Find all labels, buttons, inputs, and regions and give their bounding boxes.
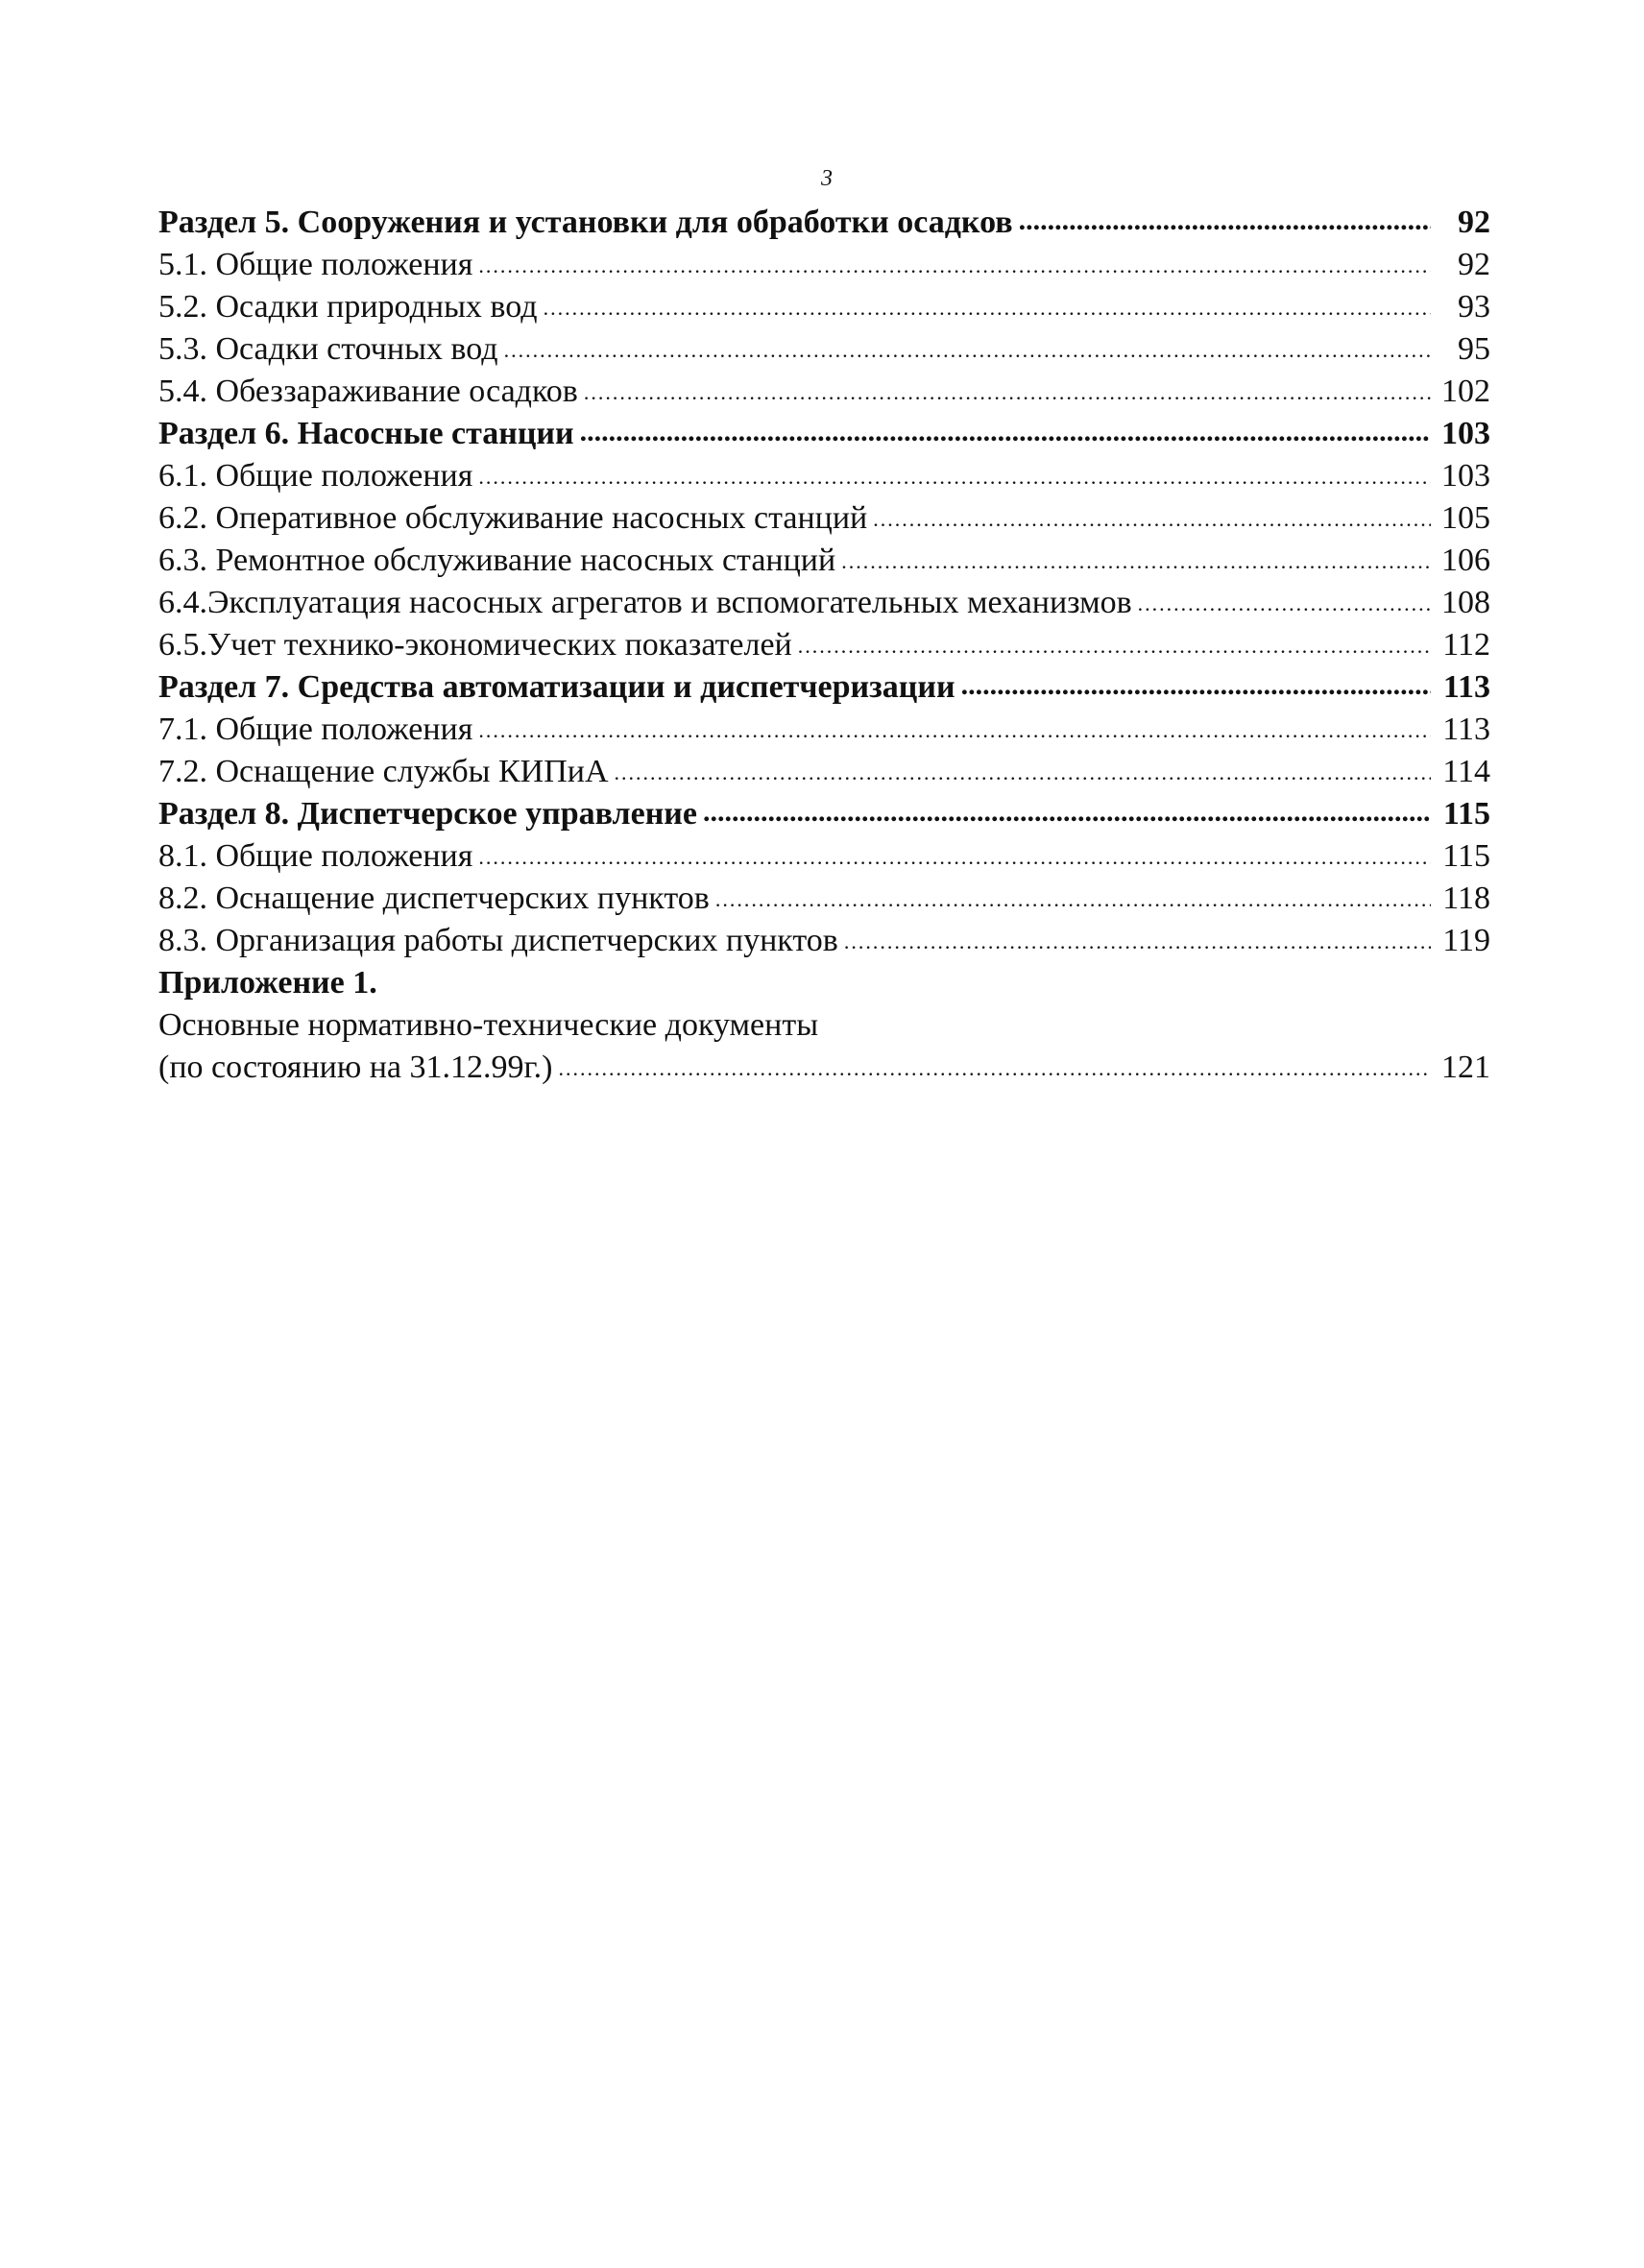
toc-section-entry[interactable]: [158, 666, 1490, 709]
toc-entry-title: Раздел 7. Средства автоматизации и диспетчеризации: [158, 669, 955, 705]
dot-leader: [478, 836, 1431, 879]
appendix-title-line: Основные нормативно-технические документы: [158, 1007, 819, 1043]
toc-entry-title: 6.5.Учет технико-экономических показателей: [158, 627, 792, 663]
toc-entry-title: Раздел 5. Сооружения и установки для обработки осадков: [158, 205, 1013, 240]
toc-entry-title: 8.2. Оснащение диспетчерских пунктов: [158, 881, 710, 916]
toc-entry-page-number: 115: [1442, 838, 1490, 874]
dot-leader: [798, 625, 1431, 667]
toc-entry-title: 5.2. Осадки природных вод: [158, 289, 538, 325]
dot-leader: [715, 879, 1431, 921]
toc-entry-page-number: 102: [1441, 374, 1490, 409]
toc-entry-title: 8.3. Организация работы диспетчерских пунктов: [158, 923, 838, 958]
toc-section-entry[interactable]: [158, 793, 1490, 835]
toc-entry-page-number: 115: [1442, 796, 1490, 832]
toc-subsection-entry[interactable]: [158, 920, 1490, 962]
dot-leader: [478, 245, 1431, 287]
toc-entry-title: Раздел 6. Насосные станции: [158, 416, 574, 451]
dot-leader: [580, 411, 1431, 453]
dot-leader: [1138, 583, 1431, 625]
toc-entry-page-number: 103: [1441, 458, 1490, 494]
toc-subsection-entry[interactable]: [158, 328, 1490, 371]
dot-leader: [873, 498, 1431, 541]
toc-subsection-entry[interactable]: [158, 709, 1490, 751]
toc-entry-title: 5.4. Обеззараживание осадков: [158, 374, 578, 409]
dot-leader: [615, 752, 1431, 794]
toc-entry-title: 6.1. Общие положения: [158, 458, 473, 494]
toc-entry-page-number: 105: [1441, 500, 1490, 536]
appendix-title-line: (по состоянию на 31.12.99г.): [158, 1050, 553, 1085]
dot-leader: [1019, 200, 1431, 242]
toc-section-entry[interactable]: [158, 202, 1490, 244]
toc-subsection-entry[interactable]: [158, 624, 1490, 666]
dot-leader: [584, 372, 1431, 414]
toc-subsection-entry[interactable]: [158, 878, 1490, 920]
toc-entry-title: 6.3. Ремонтное обслуживание насосных станций: [158, 543, 836, 578]
toc-entry-page-number: 92: [1458, 247, 1490, 282]
toc-entry-title: 6.2. Оперативное обслуживание насосных станций: [158, 500, 868, 536]
dot-leader: [558, 1048, 1431, 1090]
appendix-page-number: 121: [1441, 1050, 1490, 1085]
toc-subsection-entry[interactable]: [158, 497, 1490, 540]
dot-leader: [544, 287, 1431, 329]
toc-entry-title: 5.1. Общие положения: [158, 247, 473, 282]
toc-subsection-entry[interactable]: [158, 835, 1490, 878]
toc-entry-page-number: 112: [1442, 627, 1490, 663]
page-number: 3: [821, 166, 833, 191]
toc-subsection-entry[interactable]: [158, 455, 1490, 497]
appendix-entry[interactable]: [158, 1047, 1490, 1089]
table-of-contents: [158, 202, 1490, 1089]
toc-entry-title: 7.2. Оснащение службы КИПиА: [158, 754, 609, 789]
toc-entry-title: 6.4.Эксплуатация насосных агрегатов и вспомогательных механизмов: [158, 585, 1132, 620]
toc-subsection-entry[interactable]: [158, 244, 1490, 286]
toc-entries: [158, 202, 1490, 962]
toc-subsection-entry[interactable]: [158, 371, 1490, 413]
toc-entry-page-number: 119: [1442, 923, 1490, 958]
toc-entry-page-number: 108: [1441, 585, 1490, 620]
dot-leader: [961, 664, 1431, 707]
toc-subsection-entry[interactable]: [158, 286, 1490, 328]
dot-leader: [478, 456, 1431, 498]
toc-entry-page-number: 106: [1441, 543, 1490, 578]
toc-entry-title: 5.3. Осадки сточных вод: [158, 331, 498, 367]
toc-section-entry[interactable]: [158, 413, 1490, 455]
toc-entry-title: 7.1. Общие положения: [158, 712, 473, 747]
toc-entry-page-number: 93: [1458, 289, 1490, 325]
dot-leader: [841, 541, 1431, 583]
toc-subsection-entry[interactable]: [158, 751, 1490, 793]
toc-subsection-entry[interactable]: [158, 582, 1490, 624]
dot-leader: [478, 710, 1431, 752]
toc-entry-title: 8.1. Общие положения: [158, 838, 473, 874]
toc-entry-page-number: 95: [1458, 331, 1490, 367]
toc-entry-title: Раздел 8. Диспетчерское управление: [158, 796, 697, 832]
toc-entry-page-number: 92: [1458, 205, 1490, 240]
dot-leader: [844, 921, 1431, 963]
toc-subsection-entry[interactable]: [158, 540, 1490, 582]
toc-entry-page-number: 114: [1442, 754, 1490, 789]
toc-entry-page-number: 118: [1442, 881, 1490, 916]
toc-entry-page-number: 103: [1441, 416, 1490, 451]
appendix-heading: Приложение 1.: [158, 965, 377, 1001]
toc-entry-page-number: 113: [1442, 712, 1490, 747]
dot-leader: [703, 791, 1431, 833]
toc-entry-page-number: 113: [1442, 669, 1490, 705]
dot-leader: [504, 329, 1431, 372]
